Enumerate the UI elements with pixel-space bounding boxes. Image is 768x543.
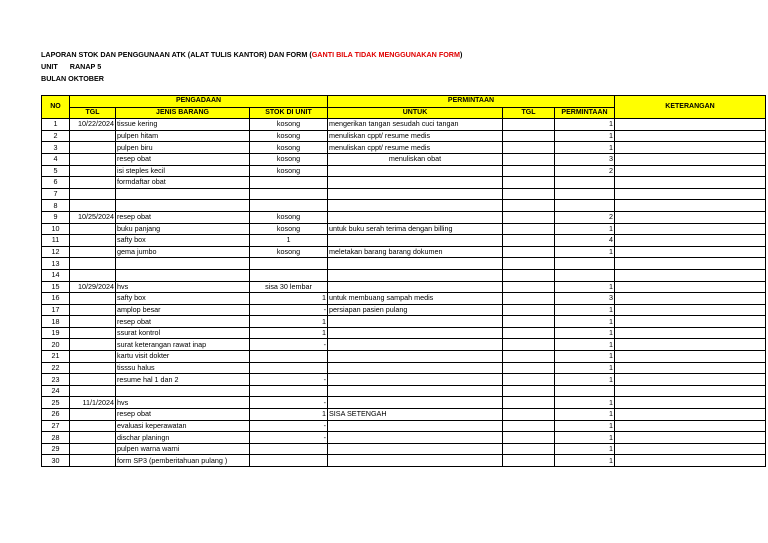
cell-tgl-permintaan (503, 455, 555, 467)
cell-stok (250, 385, 328, 397)
cell-stok: kosong (250, 130, 328, 142)
unit-label: UNIT (41, 62, 58, 71)
cell-tgl: 11/1/2024 (70, 397, 116, 409)
cell-untuk (328, 432, 503, 444)
cell-tgl (70, 304, 116, 316)
cell-no: 24 (42, 385, 70, 397)
cell-permintaan: 1 (555, 351, 615, 363)
cell-jenis-barang: safty box (116, 293, 250, 305)
cell-no: 23 (42, 374, 70, 386)
cell-no: 11 (42, 235, 70, 247)
cell-stok (250, 443, 328, 455)
report-title-close: ) (459, 50, 463, 59)
cell-stok: sisa 30 lembar (250, 281, 328, 293)
cell-permintaan: 1 (555, 119, 615, 131)
cell-stok: 1 (250, 235, 328, 247)
cell-tgl (70, 200, 116, 212)
cell-no: 4 (42, 153, 70, 165)
cell-tgl-permintaan (503, 409, 555, 421)
cell-permintaan: 1 (555, 142, 615, 154)
cell-untuk: mengerikan tangan sesudah cuci tangan (328, 119, 503, 131)
group-permintaan: PERMINTAAN (328, 96, 615, 108)
cell-stok: 1 (250, 327, 328, 339)
cell-jenis-barang: resep obat (116, 211, 250, 223)
cell-no: 2 (42, 130, 70, 142)
cell-untuk (328, 339, 503, 351)
col-permintaan: PERMINTAAN (555, 107, 615, 119)
cell-jenis-barang: evaluasi keperawatan (116, 420, 250, 432)
cell-permintaan: 2 (555, 211, 615, 223)
cell-no: 29 (42, 443, 70, 455)
cell-permintaan: 1 (555, 327, 615, 339)
cell-untuk: menuliskan obat (328, 153, 503, 165)
table-row (42, 177, 766, 189)
cell-jenis-barang: gema jumbo (116, 246, 250, 258)
cell-stok: kosong (250, 153, 328, 165)
cell-permintaan: 1 (555, 316, 615, 328)
cell-tgl-permintaan (503, 432, 555, 444)
cell-tgl-permintaan (503, 130, 555, 142)
cell-tgl (70, 293, 116, 305)
cell-no: 19 (42, 327, 70, 339)
cell-untuk (328, 211, 503, 223)
table-row (42, 223, 766, 235)
cell-jenis-barang: kartu visit dokter (116, 351, 250, 363)
cell-jenis-barang: dischar planingn (116, 432, 250, 444)
col-tgl-permintaan: TGL (503, 107, 555, 119)
cell-permintaan: 3 (555, 293, 615, 305)
cell-tgl-permintaan (503, 223, 555, 235)
cell-jenis-barang: tissue kering (116, 119, 250, 131)
cell-untuk: menuliskan cppt/ resume medis (328, 130, 503, 142)
cell-jenis-barang: resep obat (116, 316, 250, 328)
cell-untuk (328, 188, 503, 200)
cell-no: 7 (42, 188, 70, 200)
cell-jenis-barang (116, 269, 250, 281)
cell-no: 18 (42, 316, 70, 328)
cell-keterangan (615, 409, 766, 421)
table-row (42, 316, 766, 328)
cell-permintaan (555, 269, 615, 281)
cell-keterangan (615, 211, 766, 223)
cell-stok: - (250, 339, 328, 351)
cell-keterangan (615, 246, 766, 258)
cell-no: 12 (42, 246, 70, 258)
table-row (42, 269, 766, 281)
report-title-main: LAPORAN STOK DAN PENGGUNAAN ATK (ALAT TULIS KANTOR) DAN FORM ( (41, 50, 312, 59)
col-tgl: TGL (70, 107, 116, 119)
cell-untuk (328, 385, 503, 397)
cell-tgl (70, 142, 116, 154)
table-row (42, 397, 766, 409)
cell-jenis-barang: pulpen biru (116, 142, 250, 154)
cell-keterangan (615, 269, 766, 281)
table-row (42, 235, 766, 247)
cell-tgl (70, 188, 116, 200)
cell-tgl-permintaan (503, 374, 555, 386)
cell-permintaan: 1 (555, 420, 615, 432)
cell-tgl-permintaan (503, 211, 555, 223)
cell-tgl-permintaan (503, 153, 555, 165)
cell-untuk (328, 327, 503, 339)
col-stok: STOK DI UNIT (250, 107, 328, 119)
cell-keterangan (615, 455, 766, 467)
cell-keterangan (615, 177, 766, 189)
cell-no: 5 (42, 165, 70, 177)
cell-jenis-barang: resep obat (116, 409, 250, 421)
table-row (42, 432, 766, 444)
cell-keterangan (615, 130, 766, 142)
table-row (42, 374, 766, 386)
cell-jenis-barang: buku panjang (116, 223, 250, 235)
cell-keterangan (615, 316, 766, 328)
cell-permintaan (555, 200, 615, 212)
table-row (42, 339, 766, 351)
cell-permintaan: 1 (555, 223, 615, 235)
cell-permintaan: 1 (555, 455, 615, 467)
cell-untuk (328, 316, 503, 328)
cell-permintaan: 1 (555, 246, 615, 258)
cell-untuk: persiapan pasien pulang (328, 304, 503, 316)
cell-tgl-permintaan (503, 316, 555, 328)
cell-stok: kosong (250, 165, 328, 177)
cell-jenis-barang (116, 200, 250, 212)
cell-no: 15 (42, 281, 70, 293)
cell-stok (250, 200, 328, 212)
table-row (42, 327, 766, 339)
cell-tgl (70, 165, 116, 177)
cell-stok: 1 (250, 293, 328, 305)
cell-no: 16 (42, 293, 70, 305)
cell-jenis-barang: hvs (116, 397, 250, 409)
cell-jenis-barang: hvs (116, 281, 250, 293)
cell-tgl-permintaan (503, 246, 555, 258)
cell-untuk (328, 420, 503, 432)
month-label: BULAN OKTOBER (41, 74, 104, 83)
report-title (41, 50, 462, 59)
cell-jenis-barang (116, 188, 250, 200)
cell-tgl (70, 432, 116, 444)
cell-keterangan (615, 443, 766, 455)
cell-permintaan: 2 (555, 165, 615, 177)
cell-keterangan (615, 293, 766, 305)
cell-no: 27 (42, 420, 70, 432)
cell-keterangan (615, 200, 766, 212)
cell-jenis-barang: resep obat (116, 153, 250, 165)
cell-stok: - (250, 397, 328, 409)
cell-stok: kosong (250, 223, 328, 235)
table-row (42, 293, 766, 305)
cell-tgl (70, 258, 116, 270)
cell-keterangan (615, 432, 766, 444)
table-row (42, 409, 766, 421)
cell-untuk (328, 177, 503, 189)
cell-no: 8 (42, 200, 70, 212)
cell-tgl-permintaan (503, 385, 555, 397)
col-untuk: UNTUK (328, 107, 503, 119)
cell-tgl: 10/22/2024 (70, 119, 116, 131)
cell-tgl (70, 177, 116, 189)
cell-tgl-permintaan (503, 258, 555, 270)
cell-permintaan (555, 177, 615, 189)
cell-no: 3 (42, 142, 70, 154)
cell-untuk: untuk membuang sampah medis (328, 293, 503, 305)
cell-keterangan (615, 304, 766, 316)
cell-tgl (70, 246, 116, 258)
cell-tgl (70, 455, 116, 467)
cell-keterangan (615, 351, 766, 363)
cell-jenis-barang: surat keterangan rawat inap (116, 339, 250, 351)
table-row (42, 165, 766, 177)
cell-jenis-barang: safty box (116, 235, 250, 247)
cell-keterangan (615, 397, 766, 409)
cell-untuk: untuk buku serah terima dengan billing (328, 223, 503, 235)
cell-stok (250, 455, 328, 467)
cell-permintaan: 1 (555, 362, 615, 374)
cell-untuk (328, 351, 503, 363)
cell-tgl-permintaan (503, 235, 555, 247)
cell-keterangan (615, 142, 766, 154)
cell-no: 30 (42, 455, 70, 467)
cell-keterangan (615, 223, 766, 235)
table-row (42, 351, 766, 363)
cell-tgl (70, 223, 116, 235)
cell-tgl-permintaan (503, 142, 555, 154)
table-row (42, 200, 766, 212)
cell-untuk (328, 374, 503, 386)
cell-tgl (70, 316, 116, 328)
cell-tgl-permintaan (503, 165, 555, 177)
cell-jenis-barang: amplop besar (116, 304, 250, 316)
cell-tgl (70, 362, 116, 374)
cell-tgl (70, 385, 116, 397)
cell-keterangan (615, 258, 766, 270)
cell-tgl-permintaan (503, 293, 555, 305)
cell-tgl-permintaan (503, 420, 555, 432)
cell-jenis-barang: pulpen warna warni (116, 443, 250, 455)
cell-tgl-permintaan (503, 304, 555, 316)
cell-stok: - (250, 304, 328, 316)
cell-tgl-permintaan (503, 327, 555, 339)
cell-tgl (70, 235, 116, 247)
cell-tgl (70, 130, 116, 142)
cell-untuk: meletakan barang barang dokumen (328, 246, 503, 258)
cell-stok (250, 269, 328, 281)
cell-untuk (328, 281, 503, 293)
cell-tgl-permintaan (503, 269, 555, 281)
table-row (42, 385, 766, 397)
report-title-note: GANTI BILA TIDAK MENGGUNAKAN FORM (311, 50, 460, 59)
cell-stok: - (250, 432, 328, 444)
table-row (42, 246, 766, 258)
cell-tgl-permintaan (503, 188, 555, 200)
cell-untuk: SISA SETENGAH (328, 409, 503, 421)
cell-jenis-barang: resume hal 1 dan 2 (116, 374, 250, 386)
table-row (42, 188, 766, 200)
cell-stok (250, 177, 328, 189)
cell-jenis-barang: pulpen hitam (116, 130, 250, 142)
unit-value: RANAP 5 (69, 62, 102, 71)
table-row (42, 443, 766, 455)
cell-untuk (328, 455, 503, 467)
cell-tgl-permintaan (503, 339, 555, 351)
cell-stok: kosong (250, 246, 328, 258)
cell-no: 20 (42, 339, 70, 351)
table-row (42, 455, 766, 467)
cell-tgl: 10/25/2024 (70, 211, 116, 223)
cell-untuk (328, 235, 503, 247)
cell-no: 9 (42, 211, 70, 223)
cell-tgl-permintaan (503, 119, 555, 131)
cell-permintaan: 1 (555, 374, 615, 386)
cell-permintaan (555, 385, 615, 397)
table-row (42, 304, 766, 316)
table-row (42, 362, 766, 374)
cell-tgl (70, 327, 116, 339)
cell-no: 14 (42, 269, 70, 281)
cell-jenis-barang (116, 258, 250, 270)
cell-jenis-barang: form SP3 (pemberitahuan pulang ) (116, 455, 250, 467)
cell-stok (250, 188, 328, 200)
cell-no: 22 (42, 362, 70, 374)
table-row (42, 281, 766, 293)
cell-stok: - (250, 420, 328, 432)
cell-jenis-barang: ssurat kontrol (116, 327, 250, 339)
cell-stok (250, 362, 328, 374)
cell-permintaan: 1 (555, 443, 615, 455)
cell-permintaan: 1 (555, 339, 615, 351)
table-row (42, 420, 766, 432)
cell-tgl (70, 374, 116, 386)
cell-keterangan (615, 327, 766, 339)
stock-table (41, 95, 766, 467)
cell-no: 26 (42, 409, 70, 421)
cell-tgl (70, 269, 116, 281)
cell-permintaan: 1 (555, 409, 615, 421)
cell-no: 13 (42, 258, 70, 270)
col-jenis-barang: JENIS BARANG (116, 107, 250, 119)
cell-permintaan (555, 258, 615, 270)
cell-keterangan (615, 165, 766, 177)
cell-permintaan: 1 (555, 130, 615, 142)
cell-keterangan (615, 235, 766, 247)
cell-tgl (70, 351, 116, 363)
table-row (42, 258, 766, 270)
cell-stok: - (250, 374, 328, 386)
cell-stok (250, 351, 328, 363)
cell-tgl-permintaan (503, 200, 555, 212)
col-no: NO (42, 96, 70, 119)
cell-stok: 1 (250, 409, 328, 421)
cell-stok: kosong (250, 211, 328, 223)
cell-untuk (328, 397, 503, 409)
cell-stok (250, 258, 328, 270)
col-keterangan: KETERANGAN (615, 96, 766, 119)
cell-tgl-permintaan (503, 281, 555, 293)
cell-tgl-permintaan (503, 362, 555, 374)
cell-keterangan (615, 188, 766, 200)
cell-keterangan (615, 362, 766, 374)
cell-untuk (328, 258, 503, 270)
cell-tgl (70, 443, 116, 455)
unit-line (41, 62, 101, 71)
cell-tgl-permintaan (503, 351, 555, 363)
cell-no: 17 (42, 304, 70, 316)
cell-tgl (70, 420, 116, 432)
cell-no: 28 (42, 432, 70, 444)
cell-keterangan (615, 281, 766, 293)
cell-permintaan: 1 (555, 304, 615, 316)
cell-tgl (70, 339, 116, 351)
cell-permintaan: 1 (555, 397, 615, 409)
cell-no: 6 (42, 177, 70, 189)
table-row (42, 142, 766, 154)
cell-jenis-barang: formdaftar obat (116, 177, 250, 189)
cell-stok: 1 (250, 316, 328, 328)
cell-no: 21 (42, 351, 70, 363)
cell-untuk (328, 165, 503, 177)
cell-stok: kosong (250, 142, 328, 154)
group-pengadaan: PENGADAAN (70, 96, 328, 108)
cell-tgl-permintaan (503, 177, 555, 189)
cell-tgl (70, 153, 116, 165)
table-row (42, 211, 766, 223)
cell-jenis-barang: tisssu halus (116, 362, 250, 374)
cell-jenis-barang: isi steples kecil (116, 165, 250, 177)
cell-no: 1 (42, 119, 70, 131)
cell-permintaan: 1 (555, 281, 615, 293)
cell-tgl-permintaan (503, 397, 555, 409)
cell-no: 10 (42, 223, 70, 235)
cell-keterangan (615, 374, 766, 386)
cell-tgl-permintaan (503, 443, 555, 455)
cell-stok: kosong (250, 119, 328, 131)
cell-tgl (70, 409, 116, 421)
cell-permintaan: 3 (555, 153, 615, 165)
cell-untuk (328, 200, 503, 212)
cell-untuk (328, 362, 503, 374)
cell-jenis-barang (116, 385, 250, 397)
cell-keterangan (615, 153, 766, 165)
cell-no: 25 (42, 397, 70, 409)
cell-permintaan: 4 (555, 235, 615, 247)
cell-keterangan (615, 339, 766, 351)
cell-tgl: 10/29/2024 (70, 281, 116, 293)
cell-untuk (328, 269, 503, 281)
table-row (42, 119, 766, 131)
cell-untuk: menuliskan cppt/ resume medis (328, 142, 503, 154)
cell-keterangan (615, 119, 766, 131)
table-row (42, 130, 766, 142)
cell-keterangan (615, 385, 766, 397)
cell-untuk (328, 443, 503, 455)
cell-permintaan (555, 188, 615, 200)
table-row (42, 153, 766, 165)
cell-permintaan: 1 (555, 432, 615, 444)
cell-keterangan (615, 420, 766, 432)
